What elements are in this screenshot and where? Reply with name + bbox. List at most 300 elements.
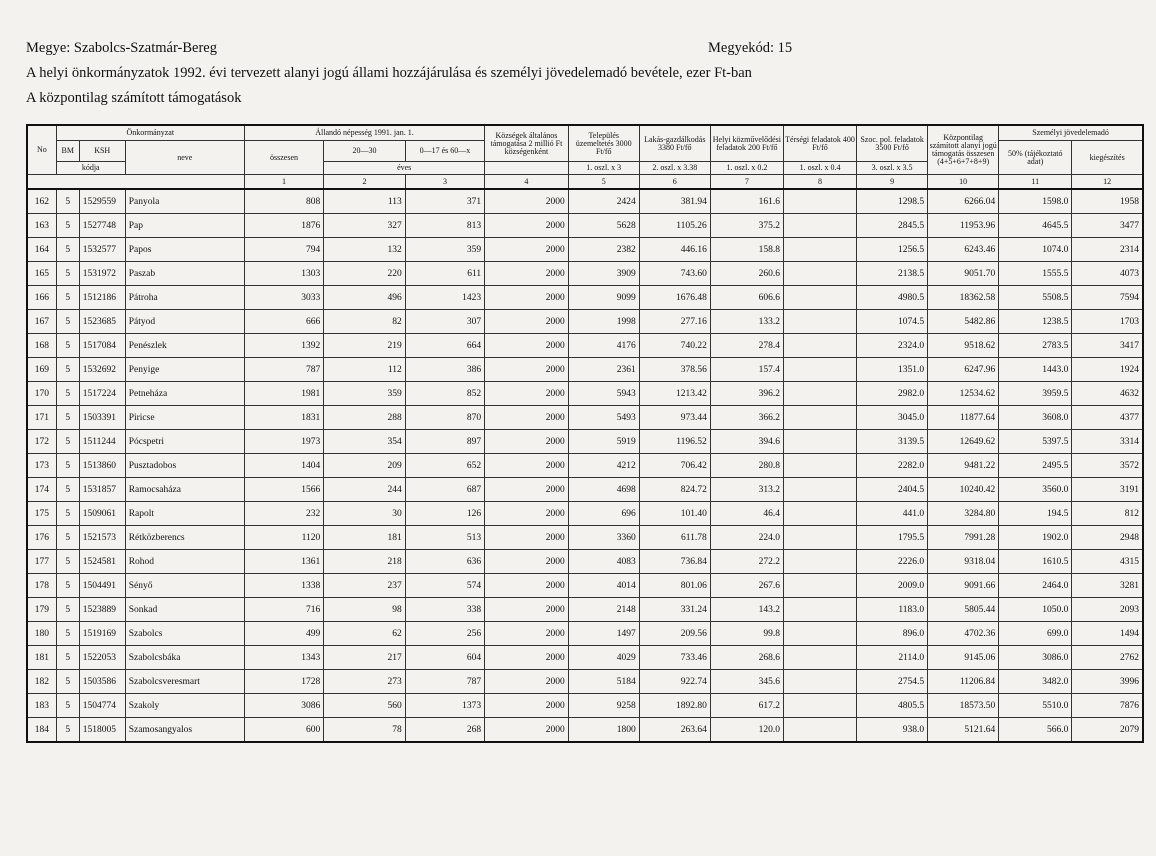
tersegi-value [783, 694, 856, 718]
table-row [27, 454, 1143, 478]
kozsegek-value: 2000 [485, 262, 569, 286]
row-no: 167 [27, 310, 56, 334]
lakas-value: 277.16 [639, 310, 710, 334]
bm-code: 5 [56, 478, 79, 502]
municipality-name: Papos [125, 238, 244, 262]
kozsegek-value: 2000 [485, 622, 569, 646]
kozsegek-value: 2000 [485, 382, 569, 406]
tersegi-value [783, 526, 856, 550]
col-nepesseg: Állandó népesség 1991. jan. 1. [244, 125, 484, 141]
kozsegek-value: 2000 [485, 358, 569, 382]
kozsegek-value: 2000 [485, 694, 569, 718]
pop-0-17-60-x: 338 [405, 598, 484, 622]
county-code: Megyekód: 15 [708, 40, 793, 56]
pop-0-17-60-x: 307 [405, 310, 484, 334]
pop-0-17-60-x: 386 [405, 358, 484, 382]
telepules-value: 2382 [568, 238, 639, 262]
pop-20-30: 82 [324, 310, 406, 334]
pop-total: 3086 [244, 694, 323, 718]
szoc-value: 3139.5 [857, 430, 928, 454]
pop-total: 600 [244, 718, 323, 743]
pop-0-17-60-x: 359 [405, 238, 484, 262]
szoc-value: 2138.5 [857, 262, 928, 286]
ksh-code: 1523685 [79, 310, 125, 334]
kiegeszites-value: 4315 [1072, 550, 1143, 574]
szja-50-value: 3959.5 [999, 382, 1072, 406]
kozsegek-value: 2000 [485, 646, 569, 670]
pop-20-30: 112 [324, 358, 406, 382]
telepules-value: 5919 [568, 430, 639, 454]
lakas-value: 381.94 [639, 189, 710, 214]
kozponti-total: 11206.84 [928, 670, 999, 694]
lakas-value: 743.60 [639, 262, 710, 286]
pop-0-17-60-x: 687 [405, 478, 484, 502]
bm-code: 5 [56, 622, 79, 646]
pop-total: 1392 [244, 334, 323, 358]
row-no: 177 [27, 550, 56, 574]
document-title: A helyi önkormányzatok 1992. évi tervezett alanyi jogú állami hozzájárulása és személyi jövedelemadó bevétele, ezer Ft-ban [26, 65, 752, 81]
szja-50-value: 566.0 [999, 718, 1072, 743]
lakas-value: 611.78 [639, 526, 710, 550]
pop-20-30: 132 [324, 238, 406, 262]
telepules-value: 2148 [568, 598, 639, 622]
kozsegek-value: 2000 [485, 286, 569, 310]
table-row [27, 189, 1143, 214]
table-row [27, 646, 1143, 670]
kiegeszites-value: 3191 [1072, 478, 1143, 502]
pop-20-30: 354 [324, 430, 406, 454]
szja-50-value: 1050.0 [999, 598, 1072, 622]
tersegi-value [783, 646, 856, 670]
helyi-value: 375.2 [710, 214, 783, 238]
pop-0-17-60-x: 897 [405, 430, 484, 454]
table-row [27, 478, 1143, 502]
helyi-value: 267.6 [710, 574, 783, 598]
municipality-name: Pátroha [125, 286, 244, 310]
col-lakas: Lakás-gazdálkodás 3380 Ft/fő [639, 125, 710, 162]
col-szja50: 50% (tájékoztató adat) [999, 141, 1072, 175]
kiegeszites-value: 4632 [1072, 382, 1143, 406]
pop-total: 666 [244, 310, 323, 334]
szoc-value: 441.0 [857, 502, 928, 526]
table-row [27, 262, 1143, 286]
kozponti-total: 5121.64 [928, 718, 999, 743]
telepules-value: 4698 [568, 478, 639, 502]
table-row [27, 382, 1143, 406]
lakas-value: 446.16 [639, 238, 710, 262]
col-kieg: kiegészítés [1072, 141, 1143, 175]
county-label: Megye: Szabolcs-Szatmár-Bereg [26, 40, 217, 56]
col-eves: éves [324, 162, 485, 175]
kozsegek-value: 2000 [485, 189, 569, 214]
row-no: 169 [27, 358, 56, 382]
kozponti-total: 9518.62 [928, 334, 999, 358]
szja-50-value: 3086.0 [999, 646, 1072, 670]
pop-20-30: 220 [324, 262, 406, 286]
szoc-value: 2754.5 [857, 670, 928, 694]
bm-code: 5 [56, 358, 79, 382]
kozponti-total: 9091.66 [928, 574, 999, 598]
table-row [27, 406, 1143, 430]
bm-code: 5 [56, 454, 79, 478]
col-szja: Személyi jövedelemadó [999, 125, 1143, 141]
pop-total: 1566 [244, 478, 323, 502]
ksh-code: 1513860 [79, 454, 125, 478]
lakas-value: 331.24 [639, 598, 710, 622]
kozsegek-value: 2000 [485, 430, 569, 454]
pop-0-17-60-x: 1423 [405, 286, 484, 310]
row-no: 173 [27, 454, 56, 478]
lakas-value: 378.56 [639, 358, 710, 382]
tersegi-value [783, 478, 856, 502]
kiegeszites-value: 4073 [1072, 262, 1143, 286]
kozponti-total: 18573.50 [928, 694, 999, 718]
ksh-code: 1518005 [79, 718, 125, 743]
row-no: 181 [27, 646, 56, 670]
kozsegek-value: 2000 [485, 526, 569, 550]
lakas-value: 1105.26 [639, 214, 710, 238]
telepules-value: 5493 [568, 406, 639, 430]
lakas-value: 922.74 [639, 670, 710, 694]
helyi-value: 46.4 [710, 502, 783, 526]
bm-code: 5 [56, 502, 79, 526]
municipality-name: Panyola [125, 189, 244, 214]
helyi-value: 345.6 [710, 670, 783, 694]
col-num: 1 [244, 175, 323, 190]
col-num: 11 [999, 175, 1072, 190]
pop-total: 1876 [244, 214, 323, 238]
telepules-value: 696 [568, 502, 639, 526]
kiegeszites-value: 1924 [1072, 358, 1143, 382]
table-row [27, 310, 1143, 334]
tersegi-value [783, 214, 856, 238]
telepules-value: 4176 [568, 334, 639, 358]
pop-total: 808 [244, 189, 323, 214]
lakas-value: 101.40 [639, 502, 710, 526]
bm-code: 5 [56, 214, 79, 238]
szja-50-value: 699.0 [999, 622, 1072, 646]
ksh-code: 1503586 [79, 670, 125, 694]
telepules-value: 3909 [568, 262, 639, 286]
tersegi-value [783, 622, 856, 646]
kiegeszites-value: 1494 [1072, 622, 1143, 646]
tersegi-value [783, 574, 856, 598]
telepules-value: 3360 [568, 526, 639, 550]
tersegi-value [783, 670, 856, 694]
ksh-code: 1504491 [79, 574, 125, 598]
bm-code: 5 [56, 718, 79, 743]
kozponti-total: 3284.80 [928, 502, 999, 526]
kozsegek-value: 2000 [485, 574, 569, 598]
pop-total: 1404 [244, 454, 323, 478]
szoc-value: 2982.0 [857, 382, 928, 406]
kiegeszites-value: 4377 [1072, 406, 1143, 430]
pop-total: 1338 [244, 574, 323, 598]
document-subtitle: A központilag számított támogatások [26, 90, 242, 106]
szja-50-value: 2464.0 [999, 574, 1072, 598]
tersegi-value [783, 598, 856, 622]
municipality-name: Szakoly [125, 694, 244, 718]
row-no: 162 [27, 189, 56, 214]
tersegi-value [783, 502, 856, 526]
row-no: 170 [27, 382, 56, 406]
kozsegek-value: 2000 [485, 718, 569, 743]
lakas-value: 1213.42 [639, 382, 710, 406]
pop-20-30: 560 [324, 694, 406, 718]
kozsegek-value: 2000 [485, 334, 569, 358]
pop-0-17-60-x: 574 [405, 574, 484, 598]
szja-50-value: 5510.0 [999, 694, 1072, 718]
row-no: 182 [27, 670, 56, 694]
pop-20-30: 496 [324, 286, 406, 310]
pop-total: 1728 [244, 670, 323, 694]
szja-50-value: 3608.0 [999, 406, 1072, 430]
tersegi-value [783, 454, 856, 478]
municipality-name: Paszab [125, 262, 244, 286]
pop-0-17-60-x: 787 [405, 670, 484, 694]
szja-50-value: 4645.5 [999, 214, 1072, 238]
tersegi-value [783, 310, 856, 334]
pop-20-30: 273 [324, 670, 406, 694]
tersegi-value [783, 358, 856, 382]
kozsegek-value: 2000 [485, 214, 569, 238]
kiegeszites-value: 3281 [1072, 574, 1143, 598]
pop-0-17-60-x: 371 [405, 189, 484, 214]
col-telepules-sub: 1. oszl. x 3 [568, 162, 639, 175]
pop-20-30: 30 [324, 502, 406, 526]
col-num-blank [27, 175, 244, 190]
tersegi-value [783, 718, 856, 743]
kiegeszites-value: 1958 [1072, 189, 1143, 214]
bm-code: 5 [56, 406, 79, 430]
bm-code: 5 [56, 286, 79, 310]
col-tersegi: Térségi feladatok 400 Ft/fő [783, 125, 856, 162]
kiegeszites-value: 1703 [1072, 310, 1143, 334]
col-helyi-sub: 1. oszl. x 0.2 [710, 162, 783, 175]
pop-total: 1303 [244, 262, 323, 286]
table-row [27, 550, 1143, 574]
helyi-value: 396.2 [710, 382, 783, 406]
row-no: 176 [27, 526, 56, 550]
col-szoc-sub: 3. oszl. x 3.5 [857, 162, 928, 175]
tersegi-value [783, 430, 856, 454]
pop-0-17-60-x: 256 [405, 622, 484, 646]
municipality-name: Penészlek [125, 334, 244, 358]
pop-0-17-60-x: 852 [405, 382, 484, 406]
col-kozponti: Központilag számított alanyi jogú támogatás összesen (4+5+6+7+8+9) [928, 125, 999, 175]
helyi-value: 278.4 [710, 334, 783, 358]
bm-code: 5 [56, 598, 79, 622]
kozponti-total: 6247.96 [928, 358, 999, 382]
kozponti-total: 7991.28 [928, 526, 999, 550]
szja-50-value: 1555.5 [999, 262, 1072, 286]
bm-code: 5 [56, 430, 79, 454]
col-kozsegek: Községek általános támogatása 2 millió Ft községenként [485, 125, 569, 162]
kozponti-total: 9318.04 [928, 550, 999, 574]
szoc-value: 2324.0 [857, 334, 928, 358]
szoc-value: 2009.0 [857, 574, 928, 598]
municipality-name: Pusztadobos [125, 454, 244, 478]
pop-total: 1831 [244, 406, 323, 430]
bm-code: 5 [56, 262, 79, 286]
szoc-value: 2404.5 [857, 478, 928, 502]
table-row [27, 238, 1143, 262]
telepules-value: 5628 [568, 214, 639, 238]
table-row [27, 502, 1143, 526]
pop-20-30: 218 [324, 550, 406, 574]
kozponti-total: 9481.22 [928, 454, 999, 478]
pop-0-17-60-x: 513 [405, 526, 484, 550]
telepules-value: 2361 [568, 358, 639, 382]
pop-total: 794 [244, 238, 323, 262]
pop-0-17-60-x: 1373 [405, 694, 484, 718]
tersegi-value [783, 238, 856, 262]
kozsegek-value: 2000 [485, 238, 569, 262]
row-no: 163 [27, 214, 56, 238]
bm-code: 5 [56, 238, 79, 262]
col-num: 2 [324, 175, 406, 190]
pop-0-17-60-x: 268 [405, 718, 484, 743]
helyi-value: 617.2 [710, 694, 783, 718]
telepules-value: 5184 [568, 670, 639, 694]
szoc-value: 2282.0 [857, 454, 928, 478]
telepules-value: 4083 [568, 550, 639, 574]
telepules-value: 5943 [568, 382, 639, 406]
ksh-code: 1503391 [79, 406, 125, 430]
kozponti-total: 4702.36 [928, 622, 999, 646]
pop-20-30: 219 [324, 334, 406, 358]
col-0-17: 0—17 és 60—x [405, 141, 484, 162]
szja-50-value: 5508.5 [999, 286, 1072, 310]
col-num: 5 [568, 175, 639, 190]
szja-50-value: 194.5 [999, 502, 1072, 526]
table-row [27, 694, 1143, 718]
municipality-name: Sonkad [125, 598, 244, 622]
municipality-name: Szabolcsbáka [125, 646, 244, 670]
kozponti-total: 9145.06 [928, 646, 999, 670]
tersegi-value [783, 189, 856, 214]
kiegeszites-value: 2948 [1072, 526, 1143, 550]
lakas-value: 209.56 [639, 622, 710, 646]
table-row [27, 286, 1143, 310]
szoc-value: 4980.5 [857, 286, 928, 310]
row-no: 171 [27, 406, 56, 430]
szoc-value: 2845.5 [857, 214, 928, 238]
col-num: 4 [485, 175, 569, 190]
lakas-value: 801.06 [639, 574, 710, 598]
helyi-value: 161.6 [710, 189, 783, 214]
col-bm: BM [56, 141, 79, 162]
col-num: 7 [710, 175, 783, 190]
col-num: 9 [857, 175, 928, 190]
row-no: 175 [27, 502, 56, 526]
helyi-value: 394.6 [710, 430, 783, 454]
pop-20-30: 98 [324, 598, 406, 622]
ksh-code: 1519169 [79, 622, 125, 646]
kozsegek-value: 2000 [485, 670, 569, 694]
szja-50-value: 3560.0 [999, 478, 1072, 502]
kiegeszites-value: 7594 [1072, 286, 1143, 310]
lakas-value: 706.42 [639, 454, 710, 478]
row-no: 178 [27, 574, 56, 598]
telepules-value: 1998 [568, 310, 639, 334]
pop-20-30: 237 [324, 574, 406, 598]
col-num: 6 [639, 175, 710, 190]
pop-20-30: 78 [324, 718, 406, 743]
table-row [27, 622, 1143, 646]
kiegeszites-value: 7876 [1072, 694, 1143, 718]
lakas-value: 733.46 [639, 646, 710, 670]
row-no: 165 [27, 262, 56, 286]
col-osszesen: összesen [244, 141, 323, 175]
pop-20-30: 113 [324, 189, 406, 214]
kiegeszites-value: 3477 [1072, 214, 1143, 238]
kozponti-total: 12534.62 [928, 382, 999, 406]
helyi-value: 120.0 [710, 718, 783, 743]
telepules-value: 2424 [568, 189, 639, 214]
col-helyi: Helyi közművelődési feladatok 200 Ft/fő [710, 125, 783, 162]
lakas-value: 1892.80 [639, 694, 710, 718]
municipality-name: Piricse [125, 406, 244, 430]
ksh-code: 1523889 [79, 598, 125, 622]
kozponti-total: 18362.58 [928, 286, 999, 310]
kozponti-total: 12649.62 [928, 430, 999, 454]
ksh-code: 1509061 [79, 502, 125, 526]
szoc-value: 2226.0 [857, 550, 928, 574]
bm-code: 5 [56, 334, 79, 358]
telepules-value: 9258 [568, 694, 639, 718]
szja-50-value: 1443.0 [999, 358, 1072, 382]
ksh-code: 1521573 [79, 526, 125, 550]
col-num: 10 [928, 175, 999, 190]
table-header [27, 125, 1143, 189]
municipality-name: Rohod [125, 550, 244, 574]
tersegi-value [783, 262, 856, 286]
pop-total: 1361 [244, 550, 323, 574]
bm-code: 5 [56, 526, 79, 550]
pop-20-30: 62 [324, 622, 406, 646]
table-row [27, 718, 1143, 743]
data-table [26, 124, 1144, 743]
ksh-code: 1527748 [79, 214, 125, 238]
pop-20-30: 359 [324, 382, 406, 406]
kiegeszites-value: 812 [1072, 502, 1143, 526]
col-szoc: Szoc. pol. feladatok 3500 Ft/fő [857, 125, 928, 162]
lakas-value: 824.72 [639, 478, 710, 502]
helyi-value: 280.8 [710, 454, 783, 478]
ksh-code: 1532577 [79, 238, 125, 262]
row-no: 164 [27, 238, 56, 262]
col-kozsegek-sub [485, 162, 569, 175]
col-no: No [27, 125, 56, 175]
col-tersegi-sub: 1. oszl. x 0.4 [783, 162, 856, 175]
bm-code: 5 [56, 694, 79, 718]
pop-total: 1120 [244, 526, 323, 550]
row-no: 183 [27, 694, 56, 718]
szoc-value: 1183.0 [857, 598, 928, 622]
pop-20-30: 327 [324, 214, 406, 238]
helyi-value: 143.2 [710, 598, 783, 622]
tersegi-value [783, 334, 856, 358]
telepules-value: 4014 [568, 574, 639, 598]
bm-code: 5 [56, 670, 79, 694]
row-no: 174 [27, 478, 56, 502]
pop-0-17-60-x: 126 [405, 502, 484, 526]
lakas-value: 740.22 [639, 334, 710, 358]
kiegeszites-value: 2762 [1072, 646, 1143, 670]
bm-code: 5 [56, 382, 79, 406]
kozsegek-value: 2000 [485, 478, 569, 502]
